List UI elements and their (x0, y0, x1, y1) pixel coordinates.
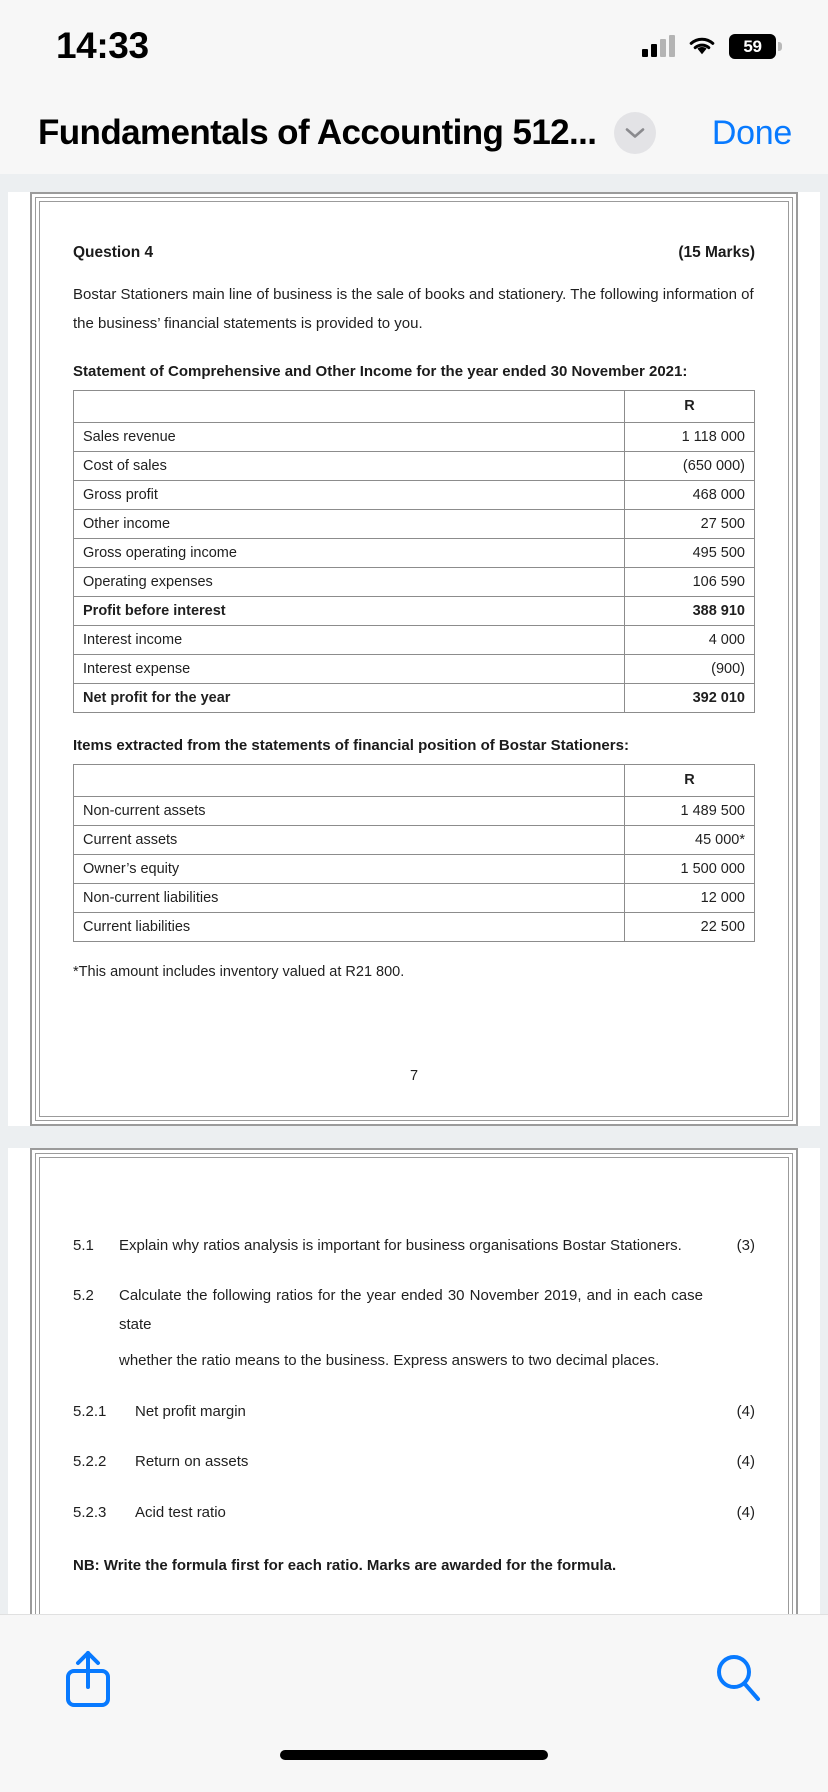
row-value: (650 000) (625, 451, 755, 480)
question-number: 5.2.3 (73, 1503, 107, 1521)
table-row (74, 567, 755, 596)
table-row (74, 683, 755, 712)
row-value: 388 910 (625, 596, 755, 625)
table-row (74, 654, 755, 683)
table-row (74, 451, 755, 480)
row-label: Interest expense (74, 654, 625, 683)
row-label: Cost of sales (74, 451, 625, 480)
row-value: 106 590 (625, 567, 755, 596)
share-icon[interactable] (62, 1647, 114, 1714)
row-label: Non-current assets (74, 796, 625, 825)
question-marks: (3) (736, 1236, 755, 1254)
row-label: Current liabilities (74, 912, 625, 941)
question-text: Explain why ratios analysis is important for business organisations Bostar Stationers. (119, 1236, 682, 1254)
table-row (74, 422, 755, 451)
currency-header: R (625, 764, 755, 796)
question-label: Question 4 (73, 244, 154, 261)
table-row (74, 883, 755, 912)
question-intro: Bostar Stationers main line of business is the sale of books and stationery. The following information of the business’ financial statements is provided to you. (73, 286, 754, 333)
row-value: 1 489 500 (625, 796, 755, 825)
question-item (73, 1448, 755, 1477)
income-statement-table (73, 390, 755, 713)
question-marks: (4) (736, 1453, 755, 1470)
search-icon[interactable] (710, 1650, 766, 1711)
formula-note: NB: Write the formula first for each ratio. Marks are awarded for the formula. (73, 1557, 617, 1574)
table-row (74, 825, 755, 854)
row-label: Other income (74, 509, 625, 538)
table-row (74, 509, 755, 538)
row-value: 27 500 (625, 509, 755, 538)
question-number: 5.2.1 (73, 1402, 107, 1420)
footnote: *This amount includes inventory valued at R21 800. (73, 963, 405, 980)
table1-title: Statement of Comprehensive and Other Income for the year ended 30 November 2021: (73, 362, 688, 380)
table-row (74, 480, 755, 509)
table2-title: Items extracted from the statements of financial position of Bostar Stationers: (73, 736, 629, 754)
row-label: Interest income (74, 625, 625, 654)
question-text: Acid test ratio (135, 1503, 226, 1521)
question-continuation: whether the ratio means to the business. Express answers to two decimal places. (119, 1352, 660, 1369)
table-header-row (74, 764, 755, 796)
page-title: Fundamentals of Accounting 512... (38, 113, 597, 152)
row-value: 1 500 000 (625, 854, 755, 883)
currency-header: R (625, 390, 755, 422)
question-marks: (4) (736, 1402, 755, 1420)
nav-bar (0, 92, 828, 174)
row-label: Profit before interest (74, 596, 625, 625)
row-label: Owner’s equity (74, 854, 625, 883)
chevron-down-icon[interactable] (614, 112, 656, 154)
row-value: 45 000* (625, 825, 755, 854)
row-label: Net profit for the year (74, 683, 625, 712)
question-marks: (4) (736, 1503, 755, 1521)
table-row (74, 538, 755, 567)
document-scroll-area[interactable] (0, 174, 828, 1614)
home-indicator-area (0, 1746, 828, 1792)
wifi-icon (687, 35, 717, 57)
row-value: 468 000 (625, 480, 755, 509)
marks-label: (15 Marks) (678, 244, 755, 261)
battery-icon (729, 34, 776, 59)
table-row (74, 854, 755, 883)
question-number: 5.2.2 (73, 1453, 107, 1470)
page-number: 7 (409, 1067, 419, 1084)
question-number: 5.2 (73, 1287, 94, 1304)
row-label: Gross profit (74, 480, 625, 509)
question-item (73, 1398, 755, 1427)
row-value: 22 500 (625, 912, 755, 941)
status-bar (0, 0, 828, 92)
question-text: Net profit margin (135, 1402, 246, 1420)
row-label: Current assets (74, 825, 625, 854)
row-value: (900) (625, 654, 755, 683)
table-row (74, 625, 755, 654)
done-button[interactable]: Done (711, 113, 792, 152)
status-indicators (642, 34, 776, 59)
home-indicator[interactable] (280, 1750, 548, 1760)
row-label: Non-current liabilities (74, 883, 625, 912)
battery-level: 59 (743, 36, 762, 56)
status-time: 14:33 (56, 25, 149, 66)
table-row (74, 912, 755, 941)
page2-blank-space (73, 1574, 755, 1614)
row-value: 392 010 (625, 683, 755, 712)
question-item (73, 1232, 755, 1261)
table-row (74, 596, 755, 625)
financial-position-table (73, 764, 755, 942)
document-page-2 (8, 1148, 820, 1615)
table-row (74, 796, 755, 825)
bottom-toolbar (0, 1614, 828, 1746)
row-label: Gross operating income (74, 538, 625, 567)
row-value: 12 000 (625, 883, 755, 912)
row-label: Operating expenses (74, 567, 625, 596)
row-value: 1 118 000 (625, 422, 755, 451)
question-number: 5.1 (73, 1236, 94, 1254)
question-item (73, 1499, 755, 1528)
question-item (73, 1282, 755, 1339)
row-value: 4 000 (625, 625, 755, 654)
question-text: Calculate the following ratios for the year ended 30 November 2019, and in each case state (119, 1287, 703, 1333)
question-text: Return on assets (135, 1453, 249, 1470)
row-label: Sales revenue (74, 422, 625, 451)
table-header-row (74, 390, 755, 422)
cellular-signal-icon (642, 35, 675, 57)
financial-position-body (74, 764, 755, 941)
document-page-1 (8, 192, 820, 1126)
page2-items (73, 1232, 755, 1528)
income-statement-body (74, 390, 755, 712)
row-value: 495 500 (625, 538, 755, 567)
question-header (73, 244, 755, 262)
